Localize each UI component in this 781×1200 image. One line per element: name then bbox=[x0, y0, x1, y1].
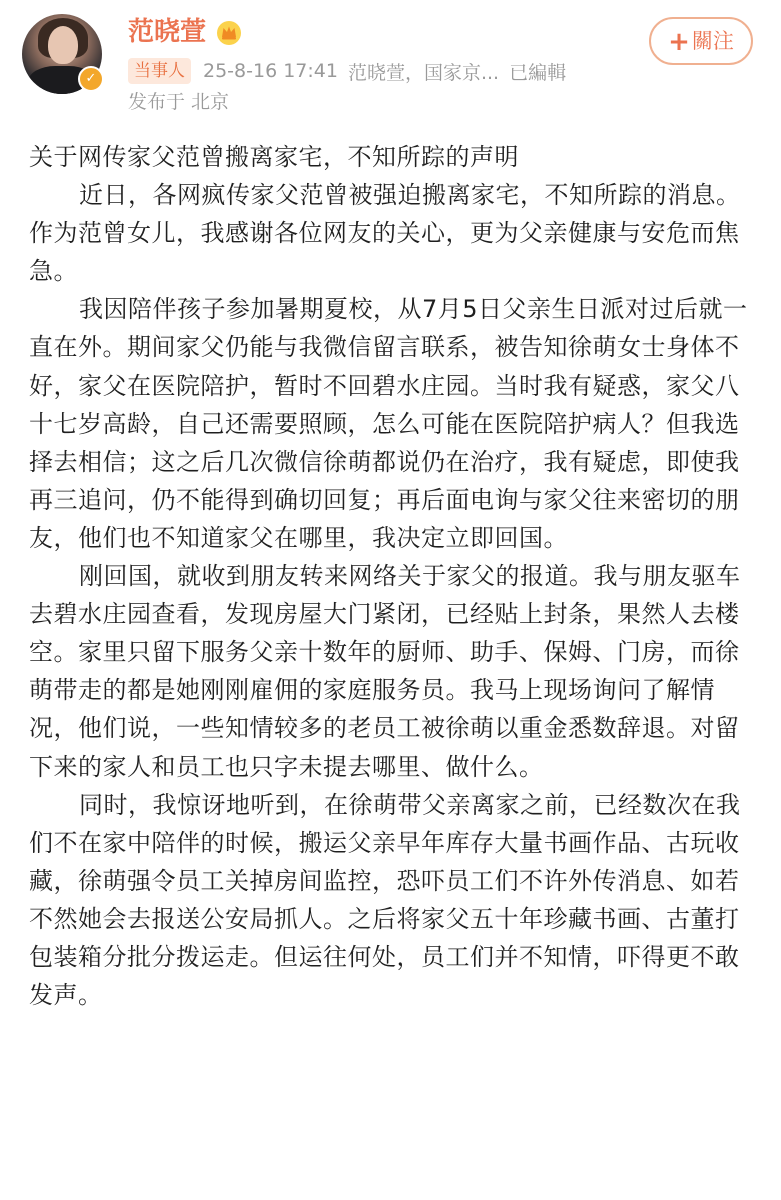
follow-button[interactable] bbox=[649, 17, 753, 65]
follow-label: 關注 bbox=[691, 29, 734, 53]
post-meta bbox=[128, 57, 576, 85]
crown-icon bbox=[216, 19, 242, 45]
post-location: 发布于 北京 bbox=[128, 91, 230, 113]
post-title: 关于网传家父范曾搬离家宅，不知所踪的声明 bbox=[29, 143, 519, 171]
edited-label[interactable]: 已編輯 bbox=[509, 61, 567, 84]
post-paragraph: 同时，我惊讶地听到，在徐萌带父亲离家之前，已经数次在我们不在家中陪伴的时候，搬运父亲早年库存大量书画作品、古玩收藏，徐萌强令员工关掉房间监控，恐吓员工们不许外传消息、如若不然她会去报送公安局抓人。之后将家父五十年珍藏书画、古董打包装箱分批分拨运走。但运往何处，员工们并不知情，吓得更不敢发声。 bbox=[29, 790, 741, 1010]
post-header bbox=[0, 0, 781, 120]
post-paragraph: 近日，各网疯传家父范曾被强迫搬离家宅，不知所踪的消息。作为范曾女儿，我感谢各位网友的关心，更为父亲健康与安危而焦急。 bbox=[29, 181, 741, 286]
post-content bbox=[29, 138, 759, 1014]
plus-icon: + bbox=[668, 27, 690, 57]
post-paragraph: 刚回国，就收到朋友转来网络关于家父的报道。我与朋友驱车去碧水庄园查看，发现房屋大门紧闭，已经贴上封条，果然人去楼空。家里只留下服务父亲十数年的厨师、助手、保姆、门房，而徐萌带走的都是她刚刚雇佣的家庭服务员。我马上现场询问了解情况，他们说，一些知情较多的老员工被徐萌以重金悉数辞退。对留下来的家人和员工也只字未提去哪里、做什么。 bbox=[29, 562, 741, 781]
author-name[interactable]: 范晓萱 bbox=[128, 17, 207, 47]
avatar-face bbox=[48, 26, 78, 64]
post-timestamp: 25-8-16 17:41 bbox=[203, 60, 338, 82]
post-source[interactable]: 范晓萱，国家京... bbox=[347, 61, 500, 84]
party-badge: 当事人 bbox=[128, 58, 191, 84]
verified-badge-icon: ✓ bbox=[78, 66, 104, 92]
post-paragraph: 我因陪伴孩子参加暑期夏校，从7月5日父亲生日派对过后就一直在外。期间家父仍能与我微信留言联系，被告知徐萌女士身体不好，家父在医院陪护，暂时不回碧水庄园。当时我有疑惑，家父八十七岁高龄，自己还需要照顾，怎么可能在医院陪护病人？但我选择去相信；这之后几次微信徐萌都说仍在治疗，我有疑虑，即使我再三追问，仍不能得到确切回复；再后面电询与家父往来密切的朋友，他们也不知道家父在哪里，我决定立即回国。 bbox=[29, 295, 748, 552]
